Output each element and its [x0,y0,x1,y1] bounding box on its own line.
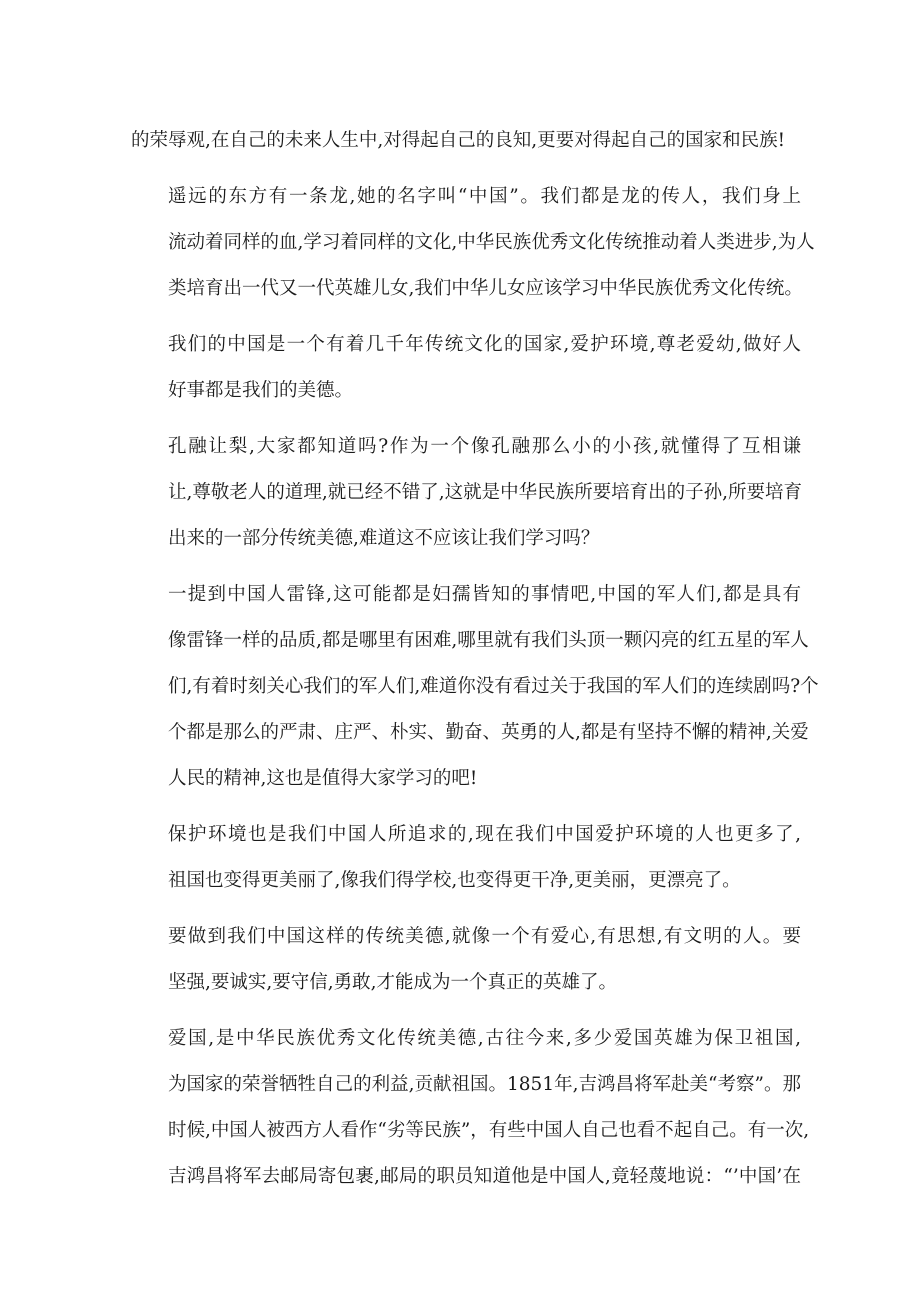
paragraph [131,914,801,1006]
paragraph [131,322,801,414]
text-line: 们,有着时刻关心我们的军人们,难道你没有看过关于我国的军人们的连续剧吗?个 [168,676,819,697]
paragraph [131,572,819,802]
text-line: 遥远的东方有一条龙,她的名字叫“中国”。我们都是龙的传人，我们身上 [168,186,801,207]
paragraph [131,424,801,562]
text-line: 坚强,要诚实,要守信,勇敢,才能成为一个真正的英雄了。 [168,972,618,993]
text-line: 好事都是我们的美德。 [168,380,354,401]
text-line: 让,尊敬老人的道理,就已经不错了,这就是中华民族所要培育出的子孙,所要培育 [168,482,803,503]
paragraph [131,118,801,164]
text-line: 祖国也变得更美丽了,像我们得学校,也变得更干净,更美丽，更漂亮了。 [168,870,741,891]
text-line: 时候,中国人被西方人看作“劣等民族”，有些中国人自己也看不起自己。有一次, [168,1120,810,1141]
text-line: 流动着同样的血,学习着同样的文化,中华民族优秀文化传统推动着人类进步,为人 [168,232,815,253]
paragraph [131,174,815,312]
text-line: 吉鸿昌将军去邮局寄包裹,邮局的职员知道他是中国人,竟轻蔑地说：“’中国’在 [168,1166,801,1187]
paragraph [131,1016,810,1200]
document-body [131,118,819,1210]
text-line: 孔融让梨,大家都知道吗?作为一个像孔融那么小的小孩,就懂得了互相谦 [168,436,801,457]
paragraph [131,812,801,904]
text-line: 保护环境也是我们中国人所追求的,现在我们中国爱护环境的人也更多了, [168,824,801,845]
text-line: 爱国,是中华民族优秀文化传统美德,古往今来,多少爱国英雄为保卫祖国, [168,1028,801,1049]
text-line: 人民的精神,这也是值得大家学习的吧! [168,768,478,789]
text-line: 出来的一部分传统美德,难道这不应该让我们学习吗？ [168,528,600,549]
text-line: 的荣辱观,在自己的未来人生中,对得起自己的良知,更要对得起自己的国家和民族! [131,130,786,151]
text-line: 类培育出一代又一代英雄儿女,我们中华儿女应该学习中华民族优秀文化传统。 [168,278,803,299]
text-line: 一提到中国人雷锋,这可能都是妇孺皆知的事情吧,中国的军人们,都是具有 [168,584,801,605]
text-line: 我们的中国是一个有着几千年传统文化的国家,爱护环境,尊老爱幼,做好人 [168,334,801,355]
text-line: 个都是那么的严肃、庄严、朴实、勤奋、英勇的人,都是有坚持不懈的精神,关爱 [168,722,809,743]
text-line: 像雷锋一样的品质,都是哪里有困难,哪里就有我们头顶一颗闪亮的红五星的军人 [168,630,809,651]
text-line: 要做到我们中国这样的传统美德,就像一个有爱心,有思想,有文明的人。要 [168,926,801,947]
text-line: 为国家的荣誉牺牲自己的利益,贡献祖国。1851年,吉鸿昌将军赴美“考察”。那 [168,1074,801,1095]
